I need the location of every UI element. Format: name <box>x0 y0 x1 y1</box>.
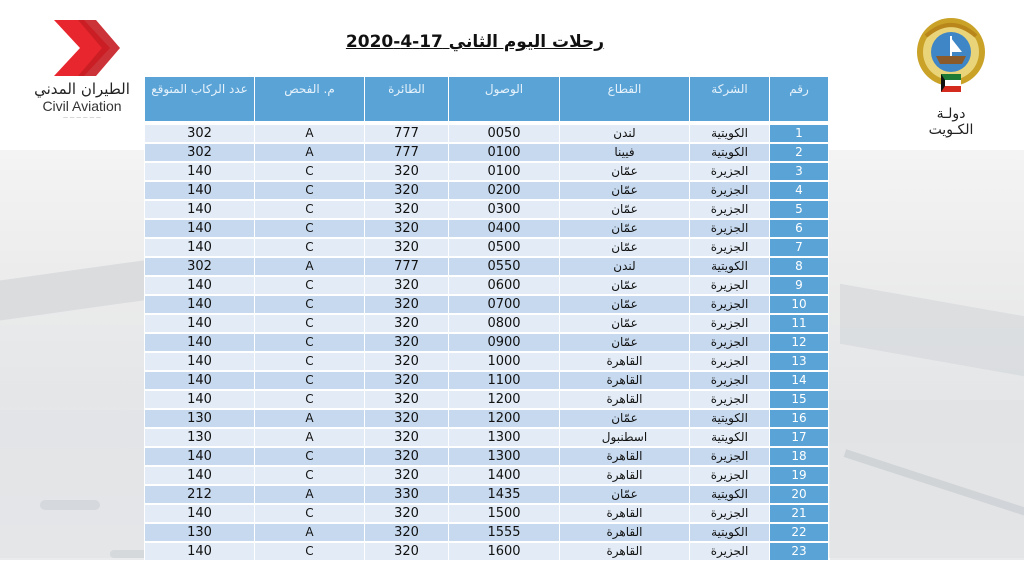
cell-arrival: 1200 <box>449 409 560 428</box>
cell-company: الكويتية <box>690 257 770 276</box>
cell-company: الجزيرة <box>690 352 770 371</box>
cell-aircraft: 320 <box>365 200 449 219</box>
table-row <box>145 200 829 219</box>
cell-aircraft: 777 <box>365 125 449 143</box>
col-company: الشركة <box>690 77 770 122</box>
apron-left <box>0 410 145 560</box>
col-sector: القطاع <box>560 77 690 122</box>
cell-company: الجزيرة <box>690 200 770 219</box>
cell-sector: عمّان <box>560 314 690 333</box>
cell-check: C <box>255 504 365 523</box>
cell-company: الجزيرة <box>690 371 770 390</box>
table-row <box>145 333 829 352</box>
cell-arrival: 1300 <box>449 447 560 466</box>
cell-number: 17 <box>770 428 829 447</box>
table-row <box>145 542 829 561</box>
cell-arrival: 0800 <box>449 314 560 333</box>
cell-check: A <box>255 428 365 447</box>
cell-passengers: 140 <box>145 181 255 200</box>
terminal-roof-right <box>840 284 1024 376</box>
cell-arrival: 1555 <box>449 523 560 542</box>
cell-passengers: 140 <box>145 504 255 523</box>
cell-passengers: 140 <box>145 447 255 466</box>
table-row <box>145 466 829 485</box>
cell-passengers: 140 <box>145 295 255 314</box>
cell-passengers: 302 <box>145 143 255 162</box>
cell-check: C <box>255 219 365 238</box>
cell-aircraft: 330 <box>365 485 449 504</box>
table-row <box>145 162 829 181</box>
cell-sector: القاهرة <box>560 504 690 523</box>
cell-number: 16 <box>770 409 829 428</box>
logo-arabic-text: الطيران المدني <box>34 80 130 98</box>
page-title: رحلات اليوم الثاني 17-4-2020 <box>345 32 605 52</box>
cell-number: 21 <box>770 504 829 523</box>
cell-number: 14 <box>770 371 829 390</box>
cell-aircraft: 320 <box>365 371 449 390</box>
cell-company: الجزيرة <box>690 504 770 523</box>
table-header-row <box>145 77 829 122</box>
cell-sector: عمّان <box>560 333 690 352</box>
cell-check: A <box>255 409 365 428</box>
cell-sector: القاهرة <box>560 542 690 561</box>
col-check: م. الفحص <box>255 77 365 122</box>
cell-passengers: 130 <box>145 409 255 428</box>
table-row <box>145 238 829 257</box>
cell-sector: اسطنبول <box>560 428 690 447</box>
cell-sector: القاهرة <box>560 466 690 485</box>
col-arrival: الوصول <box>449 77 560 122</box>
cell-company: الكويتية <box>690 485 770 504</box>
cell-sector: القاهرة <box>560 390 690 409</box>
cell-number: 11 <box>770 314 829 333</box>
cell-check: C <box>255 276 365 295</box>
cell-arrival: 1200 <box>449 390 560 409</box>
cell-number: 8 <box>770 257 829 276</box>
logo-tagline-line: — — — — — — <box>63 115 101 121</box>
cell-aircraft: 320 <box>365 333 449 352</box>
cell-check: C <box>255 352 365 371</box>
cell-number: 15 <box>770 390 829 409</box>
cell-passengers: 140 <box>145 466 255 485</box>
table-row <box>145 295 829 314</box>
cell-number: 10 <box>770 295 829 314</box>
table-row <box>145 504 829 523</box>
cell-passengers: 140 <box>145 276 255 295</box>
cell-passengers: 140 <box>145 390 255 409</box>
terminal-roof-left <box>0 259 150 320</box>
cell-arrival: 1400 <box>449 466 560 485</box>
chevron-logo-icon <box>50 18 120 78</box>
cell-company: الكويتية <box>690 125 770 143</box>
col-number: رقم <box>770 77 829 122</box>
cell-company: الجزيرة <box>690 333 770 352</box>
cell-aircraft: 777 <box>365 257 449 276</box>
cell-check: A <box>255 485 365 504</box>
col-expected-passengers: عدد الركاب المتوقع <box>145 77 255 122</box>
civil-aviation-logo <box>34 18 130 121</box>
cell-arrival: 0500 <box>449 238 560 257</box>
cell-sector: عمّان <box>560 295 690 314</box>
cell-number: 9 <box>770 276 829 295</box>
cell-arrival: 0600 <box>449 276 560 295</box>
cell-company: الجزيرة <box>690 447 770 466</box>
cell-company: الكويتية <box>690 409 770 428</box>
table-row <box>145 219 829 238</box>
cell-arrival: 1435 <box>449 485 560 504</box>
cell-company: الجزيرة <box>690 181 770 200</box>
cell-arrival: 1000 <box>449 352 560 371</box>
cell-arrival: 0100 <box>449 143 560 162</box>
plane-silhouette <box>40 500 100 510</box>
cell-sector: لندن <box>560 125 690 143</box>
cell-check: C <box>255 200 365 219</box>
cell-passengers: 302 <box>145 257 255 276</box>
cell-aircraft: 320 <box>365 352 449 371</box>
cell-number: 2 <box>770 143 829 162</box>
cell-company: الجزيرة <box>690 390 770 409</box>
cell-sector: القاهرة <box>560 523 690 542</box>
cell-arrival: 0200 <box>449 181 560 200</box>
cell-check: C <box>255 447 365 466</box>
cell-sector: عمّان <box>560 219 690 238</box>
cell-company: الجزيرة <box>690 295 770 314</box>
cell-company: الجزيرة <box>690 162 770 181</box>
table-row <box>145 390 829 409</box>
cell-check: C <box>255 238 365 257</box>
logo-english-text: Civil Aviation <box>42 98 122 114</box>
cell-check: C <box>255 295 365 314</box>
cell-aircraft: 320 <box>365 276 449 295</box>
cell-check: C <box>255 542 365 561</box>
cell-aircraft: 320 <box>365 409 449 428</box>
table-row <box>145 447 829 466</box>
table-row <box>145 371 829 390</box>
cell-passengers: 140 <box>145 333 255 352</box>
kuwait-coat-of-arms-icon <box>912 16 990 100</box>
cell-number: 19 <box>770 466 829 485</box>
cell-check: C <box>255 162 365 181</box>
cell-aircraft: 777 <box>365 143 449 162</box>
cell-check: A <box>255 257 365 276</box>
cell-sector: فيينا <box>560 143 690 162</box>
table-row <box>145 314 829 333</box>
table-row <box>145 257 829 276</box>
cell-aircraft: 320 <box>365 181 449 200</box>
table-row <box>145 276 829 295</box>
table-row <box>145 352 829 371</box>
cell-passengers: 140 <box>145 238 255 257</box>
cell-number: 12 <box>770 333 829 352</box>
cell-company: الجزيرة <box>690 466 770 485</box>
cell-number: 20 <box>770 485 829 504</box>
cell-number: 18 <box>770 447 829 466</box>
cell-arrival: 0700 <box>449 295 560 314</box>
cell-number: 6 <box>770 219 829 238</box>
cell-check: C <box>255 371 365 390</box>
cell-check: A <box>255 523 365 542</box>
cell-arrival: 1300 <box>449 428 560 447</box>
cell-sector: عمّان <box>560 181 690 200</box>
cell-arrival: 0300 <box>449 200 560 219</box>
cell-arrival: 0050 <box>449 125 560 143</box>
table-row <box>145 523 829 542</box>
table-row <box>145 181 829 200</box>
cell-number: 22 <box>770 523 829 542</box>
cell-company: الكويتية <box>690 143 770 162</box>
cell-company: الكويتية <box>690 523 770 542</box>
cell-passengers: 130 <box>145 428 255 447</box>
cell-number: 4 <box>770 181 829 200</box>
cell-company: الجزيرة <box>690 219 770 238</box>
cell-passengers: 140 <box>145 219 255 238</box>
cell-sector: القاهرة <box>560 352 690 371</box>
cell-check: C <box>255 314 365 333</box>
cell-number: 23 <box>770 542 829 561</box>
table-row <box>145 409 829 428</box>
cell-company: الجزيرة <box>690 238 770 257</box>
table-row <box>145 143 829 162</box>
cell-check: C <box>255 181 365 200</box>
cell-passengers: 140 <box>145 162 255 181</box>
flights-table <box>144 76 829 562</box>
cell-sector: القاهرة <box>560 371 690 390</box>
cell-aircraft: 320 <box>365 447 449 466</box>
cell-aircraft: 320 <box>365 162 449 181</box>
cell-number: 13 <box>770 352 829 371</box>
cell-check: C <box>255 466 365 485</box>
cell-aircraft: 320 <box>365 542 449 561</box>
cell-company: الجزيرة <box>690 276 770 295</box>
cell-aircraft: 320 <box>365 314 449 333</box>
cell-aircraft: 320 <box>365 504 449 523</box>
cell-check: C <box>255 390 365 409</box>
cell-aircraft: 320 <box>365 295 449 314</box>
cell-aircraft: 320 <box>365 523 449 542</box>
cell-sector: عمّان <box>560 485 690 504</box>
cell-aircraft: 320 <box>365 238 449 257</box>
cell-arrival: 0400 <box>449 219 560 238</box>
cell-company: الكويتية <box>690 428 770 447</box>
cell-number: 3 <box>770 162 829 181</box>
cell-passengers: 140 <box>145 314 255 333</box>
cell-passengers: 302 <box>145 125 255 143</box>
cell-number: 7 <box>770 238 829 257</box>
cell-sector: عمّان <box>560 238 690 257</box>
cell-passengers: 130 <box>145 523 255 542</box>
cell-sector: عمّان <box>560 162 690 181</box>
cell-passengers: 212 <box>145 485 255 504</box>
cell-arrival: 1500 <box>449 504 560 523</box>
cell-sector: عمّان <box>560 200 690 219</box>
table-row <box>145 485 829 504</box>
cell-company: الجزيرة <box>690 314 770 333</box>
cell-arrival: 0100 <box>449 162 560 181</box>
table-row <box>145 428 829 447</box>
cell-passengers: 140 <box>145 352 255 371</box>
cell-aircraft: 320 <box>365 219 449 238</box>
cell-sector: عمّان <box>560 276 690 295</box>
cell-aircraft: 320 <box>365 466 449 485</box>
cell-sector: القاهرة <box>560 447 690 466</box>
cell-sector: عمّان <box>560 409 690 428</box>
cell-check: C <box>255 333 365 352</box>
cell-check: A <box>255 125 365 143</box>
cell-passengers: 140 <box>145 542 255 561</box>
cell-number: 5 <box>770 200 829 219</box>
cell-passengers: 140 <box>145 371 255 390</box>
cell-passengers: 140 <box>145 200 255 219</box>
cell-arrival: 1100 <box>449 371 560 390</box>
kuwait-emblem <box>912 16 990 138</box>
emblem-label: دولـة الكـويت <box>928 106 974 138</box>
cell-aircraft: 320 <box>365 428 449 447</box>
cell-arrival: 0900 <box>449 333 560 352</box>
cell-arrival: 1600 <box>449 542 560 561</box>
cell-aircraft: 320 <box>365 390 449 409</box>
cell-sector: لندن <box>560 257 690 276</box>
cell-number: 1 <box>770 125 829 143</box>
cell-company: الجزيرة <box>690 542 770 561</box>
table-row <box>145 125 829 143</box>
col-aircraft: الطائرة <box>365 77 449 122</box>
cell-arrival: 0550 <box>449 257 560 276</box>
cell-check: A <box>255 143 365 162</box>
